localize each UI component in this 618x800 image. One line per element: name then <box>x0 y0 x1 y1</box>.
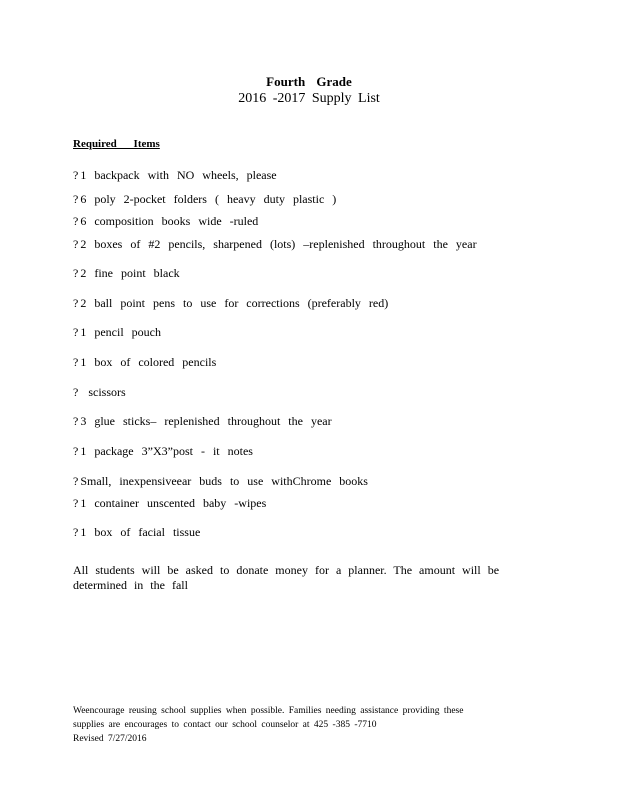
list-item-text: scissors <box>88 385 126 399</box>
list-item <box>73 444 253 459</box>
bullet-glyph: ? <box>73 168 79 182</box>
list-item-text: 6 poly 2-pocket folders ( heavy duty plastic ) <box>80 192 337 206</box>
list-item <box>73 474 368 489</box>
revised-date: Revised 7/27/2016 <box>73 734 147 744</box>
list-item-text: Small, inexpensiveear buds to use withChrome books <box>80 474 368 488</box>
list-item-text: 1 box of facial tissue <box>80 525 201 539</box>
list-item <box>73 237 477 252</box>
footer-line: Weencourage reusing school supplies when possible. Families needing assistance providing these <box>73 706 464 716</box>
planner-note: All students will be asked to donate money for a planner. The amount will be determined in the fall <box>73 563 500 592</box>
bullet-glyph: ? <box>73 444 79 458</box>
bullet-glyph: ? <box>73 525 79 539</box>
list-item-text: 2 boxes of #2 pencils, sharpened (lots) –replenished throughout the year <box>80 237 477 251</box>
required-items-label: Required Items <box>73 138 160 150</box>
list-item-text: 2 fine point black <box>80 266 180 280</box>
bullet-glyph: ? <box>73 355 79 369</box>
bullet-glyph: ? <box>73 237 79 251</box>
footer-note <box>73 704 518 746</box>
list-item <box>73 192 336 207</box>
list-item <box>73 385 126 400</box>
list-item <box>73 214 258 229</box>
list-item-text: 1 package 3”X3”post - it notes <box>80 444 253 458</box>
list-item-text: 1 container unscented baby -wipes <box>80 496 267 510</box>
grade-heading: Fourth Grade <box>266 74 352 89</box>
list-item <box>73 496 266 511</box>
bullet-glyph: ? <box>73 414 79 428</box>
supply-list-title: 2016 -2017 Supply List <box>238 91 380 106</box>
list-item-text: 2 ball point pens to use for corrections (preferably red) <box>80 296 389 310</box>
list-item <box>73 355 216 370</box>
list-item <box>73 325 161 340</box>
bullet-glyph: ? <box>73 385 79 399</box>
bullet-glyph: ? <box>73 325 79 339</box>
list-item <box>73 296 388 311</box>
bullet-glyph: ? <box>73 296 79 310</box>
footer-line: supplies are encourages to contact our school counselor at 425 -385 -7710 <box>73 720 377 730</box>
list-item <box>73 525 200 540</box>
list-item-text: 1 box of colored pencils <box>80 355 217 369</box>
list-item <box>73 414 332 429</box>
list-item-text: 3 glue sticks– replenished throughout the year <box>80 414 332 428</box>
list-item-text: 1 pencil pouch <box>80 325 161 339</box>
bullet-glyph: ? <box>73 192 79 206</box>
bullet-glyph: ? <box>73 266 79 280</box>
bullet-glyph: ? <box>73 474 79 488</box>
list-item <box>73 168 277 183</box>
list-item-text: 1 backpack with NO wheels, please <box>80 168 277 182</box>
bullet-glyph: ? <box>73 496 79 510</box>
list-item <box>73 266 180 281</box>
bullet-glyph: ? <box>73 214 79 228</box>
list-item-text: 6 composition books wide -ruled <box>80 214 259 228</box>
